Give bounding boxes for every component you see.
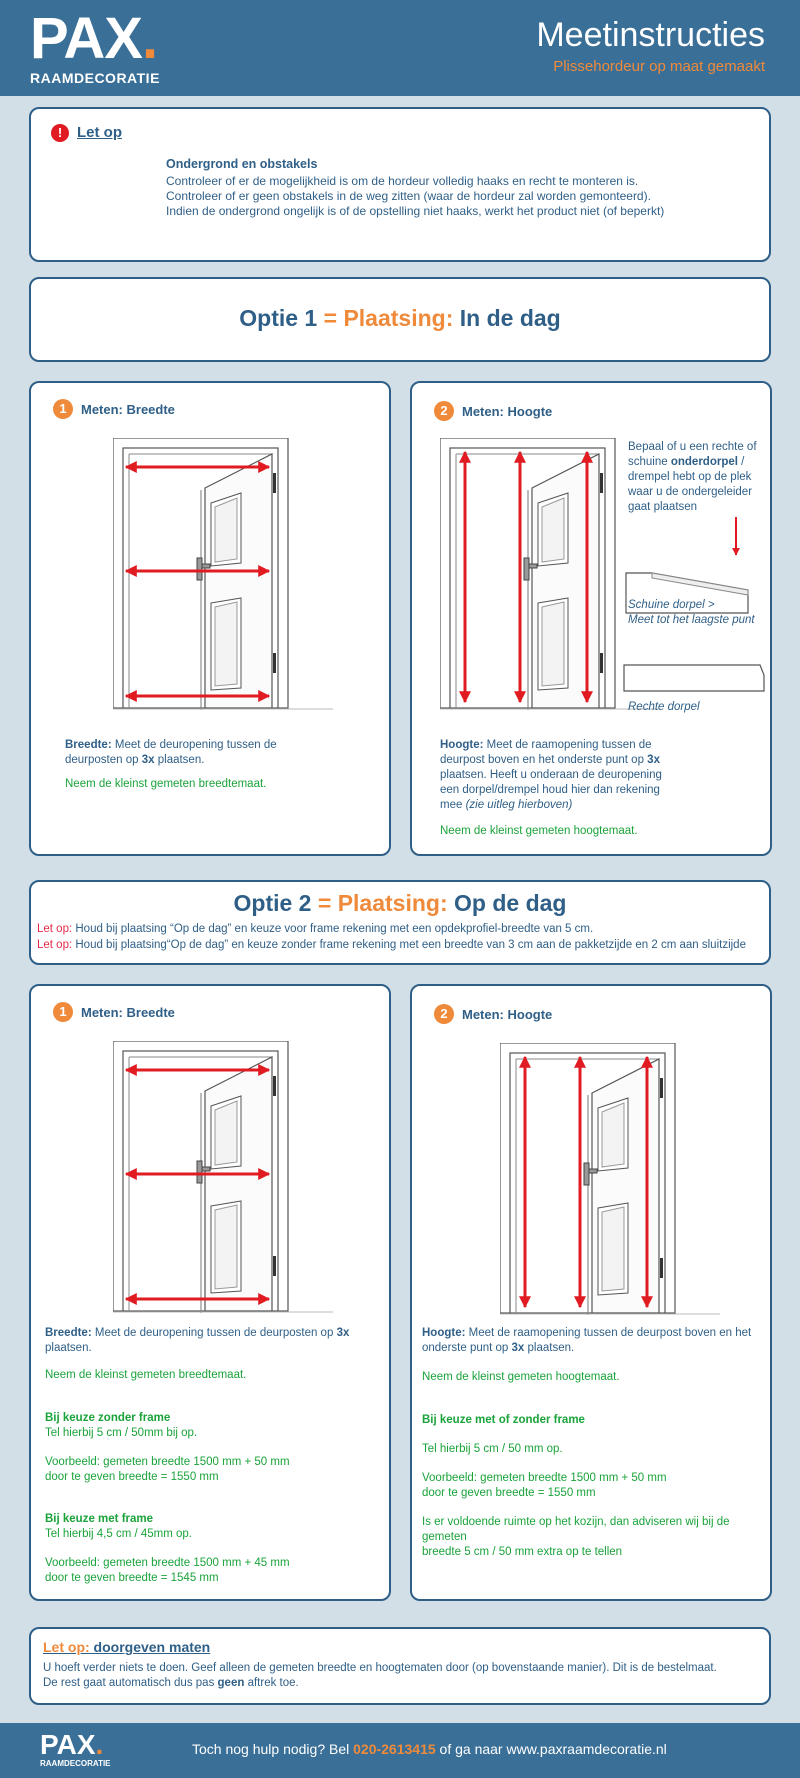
page-subtitle: Plissehordeur op maat gemaakt	[553, 58, 765, 75]
option2-width-card	[29, 984, 391, 1601]
desc-text: plaatsen.	[527, 1342, 575, 1354]
option1-title-card	[29, 277, 771, 362]
width-description	[45, 1326, 385, 1356]
note-line: Voorbeeld: gemeten breedte 1500 mm + 45 mm	[45, 1557, 290, 1569]
option1-title	[31, 305, 769, 332]
side-text: drempel hebt op de plek	[628, 471, 752, 483]
note-line: Voorbeeld: gemeten breedte 1500 mm + 50 mm	[422, 1472, 667, 1484]
width-description	[65, 738, 365, 768]
caption-line: Meet tot het laagste punt	[628, 614, 755, 626]
height-note: Neem de kleinst gemeten hoogtemaat.	[440, 825, 638, 837]
option-equals: =	[317, 890, 332, 916]
desc-text: Meet de raamopening tussen de deurpost boven en het	[468, 1327, 752, 1339]
width-notes	[45, 1368, 385, 1586]
help-text: Toch nog hulp nodig? Bel	[192, 1741, 350, 1757]
note-line: Tel hierbij 4,5 cm / 45mm op.	[45, 1528, 193, 1540]
door-width-illustration	[113, 1041, 333, 1321]
note-bold: geen	[217, 1677, 245, 1689]
desc-bold: Breedte:	[65, 739, 112, 751]
desc-text: een dorpel/drempel houd hier dan rekening	[440, 784, 660, 796]
desc-3x: 3x	[141, 754, 155, 766]
logo-text: PAX	[40, 1729, 96, 1760]
note-line: door te geven breedte = 1545 mm	[45, 1572, 219, 1584]
note-line: U hoeft verder niets te doen. Geef alleen de gemeten breedte en hoogtematen door (op bovenstaande manier). Dit is de bestelmaat.	[43, 1662, 717, 1674]
desc-3x: 3x	[647, 754, 660, 766]
desc-text: Meet de deuropening tussen de deurposten op	[94, 1327, 334, 1339]
note-heading: Bij keuze met of zonder frame	[422, 1414, 585, 1426]
footer-help-text	[192, 1741, 667, 1757]
option-placement: Plaatsing:	[337, 890, 448, 916]
desc-bold: Hoogte:	[422, 1327, 466, 1339]
note-line: Neem de kleinst gemeten hoogtemaat.	[422, 1371, 620, 1383]
note-label: Let op:	[37, 939, 73, 951]
side-text: schuine	[628, 456, 668, 468]
alert-heading: Ondergrond en obstakels	[166, 157, 318, 171]
desc-text: Meet de raamopening tussen de	[486, 739, 652, 751]
option-placement: Plaatsing:	[343, 305, 454, 331]
caption-line: Schuine dorpel >	[628, 599, 715, 611]
door-width-illustration	[113, 438, 333, 718]
pax-logo[interactable]	[30, 6, 160, 86]
desc-bold: Hoogte:	[440, 739, 484, 751]
option-prefix: Optie 1	[239, 305, 318, 331]
height-notes	[422, 1370, 767, 1560]
note-line: Voorbeeld: gemeten breedte 1500 mm + 50 mm	[45, 1456, 290, 1468]
desc-text: plaatsen.	[157, 754, 205, 766]
logo-dot: .	[95, 1729, 104, 1760]
straight-threshold-illustration	[622, 661, 767, 696]
desc-text: deurpost boven en het onderste punt op	[440, 754, 644, 766]
option2-title-card	[29, 880, 771, 965]
note-label: Let op:	[43, 1639, 90, 1655]
option1-height-card	[410, 381, 772, 856]
note-label: Let op:	[37, 923, 73, 935]
logo-subtext: RAAMDECORATIE	[40, 1759, 111, 1768]
note-text: De rest gaat automatisch dus pas	[43, 1677, 215, 1689]
side-text: gaat plaatsen	[628, 501, 698, 513]
logo-subtext: RAAMDECORATIE	[30, 70, 160, 86]
desc-text: deurposten op	[65, 754, 139, 766]
desc-text: onderste punt op	[422, 1342, 509, 1354]
alert-line: Controleer of er de mogelijkheid is om de hordeur volledig haaks en recht te monteren is.	[166, 174, 639, 188]
note-line: Is er voldoende ruimte op het kozijn, dan adviseren wij bij de gemeten	[422, 1516, 730, 1543]
alert-line: Controleer of er geen obstakels in de weg zitten (waar de hordeur zal worden gemonteerd).	[166, 189, 651, 203]
bottom-note-body	[43, 1661, 768, 1691]
threshold-intro	[628, 440, 768, 515]
page-header	[0, 0, 800, 96]
option2-note	[37, 939, 746, 951]
note-text: Houd bij plaatsing “Op de dag” en keuze voor frame rekening met een opdekprofiel-breedte van 5 cm.	[75, 923, 594, 935]
desc-italic: (zie uitleg hierboven)	[465, 799, 573, 811]
straight-threshold-caption: Rechte dorpel	[628, 701, 700, 713]
alert-title: Let op	[77, 124, 122, 141]
desc-3x: 3x	[511, 1342, 525, 1354]
side-bold: onderdorpel	[670, 456, 738, 468]
option2-note	[37, 923, 593, 935]
step-label: Meten: Breedte	[81, 1005, 175, 1020]
alert-card	[29, 107, 771, 262]
desc-text: mee	[440, 799, 463, 811]
note-text: aftrek toe.	[247, 1677, 299, 1689]
alert-line: Indien de ondergrond ongelijk is of de opstelling niet haaks, werkt het product niet (of beperkt)	[166, 204, 665, 218]
side-text: Bepaal of u een rechte of	[628, 441, 757, 453]
door-height-illustration	[500, 1043, 720, 1323]
note-heading: Bij keuze zonder frame	[45, 1412, 171, 1424]
desc-bold: Breedte:	[45, 1327, 92, 1339]
note-line: door te geven breedte = 1550 mm	[422, 1487, 596, 1499]
height-description	[422, 1326, 767, 1356]
step-label: Meten: Hoogte	[462, 1007, 553, 1022]
note-line: breedte 5 cm / 50 mm extra op te tellen	[422, 1546, 623, 1558]
desc-3x: 3x	[336, 1327, 350, 1339]
phone-link[interactable]: 020-2613415	[353, 1741, 436, 1757]
note-title: doorgeven maten	[93, 1639, 211, 1655]
option2-title	[31, 890, 769, 917]
option-equals: =	[323, 305, 338, 331]
bottom-note-title	[43, 1639, 210, 1655]
bottom-note-card	[29, 1627, 771, 1705]
step-label: Meten: Hoogte	[462, 404, 553, 419]
note-text: Houd bij plaatsing“Op de dag” en keuze zonder frame rekening met een breedte van 3 cm aan de pakketzijde en 2 cm aan sluitzijde	[75, 939, 746, 951]
desc-text: plaatsen. Heeft u onderaan de deuropening	[440, 769, 662, 781]
side-text: /	[741, 456, 745, 468]
footer-logo[interactable]	[40, 1731, 111, 1768]
page-title: Meetinstructies	[536, 16, 765, 54]
note-heading: Bij keuze met frame	[45, 1513, 154, 1525]
website-link[interactable]: of ga naar www.paxraamdecoratie.nl	[439, 1741, 667, 1757]
option-name: In de dag	[459, 305, 561, 331]
logo-dot: .	[141, 6, 158, 71]
desc-text: plaatsen.	[45, 1342, 92, 1354]
step-number-badge: 2	[434, 1004, 454, 1024]
note-line: Tel hierbij 5 cm / 50mm bij op.	[45, 1427, 198, 1439]
option-name: Op de dag	[454, 890, 567, 916]
page-footer	[0, 1723, 800, 1778]
step-number-badge: 1	[53, 1002, 73, 1022]
alert-body	[166, 157, 664, 219]
side-text: waar u de ondergeleider	[628, 486, 753, 498]
height-description	[440, 738, 760, 813]
option1-width-card	[29, 381, 391, 856]
step-number-badge: 2	[434, 401, 454, 421]
alert-icon: !	[51, 124, 69, 142]
sloped-threshold-caption	[628, 598, 755, 628]
logo-text: PAX	[30, 6, 142, 71]
note-line: Tel hierbij 5 cm / 50 mm op.	[422, 1443, 563, 1455]
desc-text: Meet de deuropening tussen de	[114, 739, 277, 751]
step-number-badge: 1	[53, 399, 73, 419]
option2-height-card	[410, 984, 772, 1601]
note-line: Neem de kleinst gemeten breedtemaat.	[45, 1369, 247, 1381]
note-line: door te geven breedte = 1550 mm	[45, 1471, 219, 1483]
step-label: Meten: Breedte	[81, 402, 175, 417]
option-prefix: Optie 2	[233, 890, 312, 916]
width-note: Neem de kleinst gemeten breedtemaat.	[65, 778, 267, 790]
